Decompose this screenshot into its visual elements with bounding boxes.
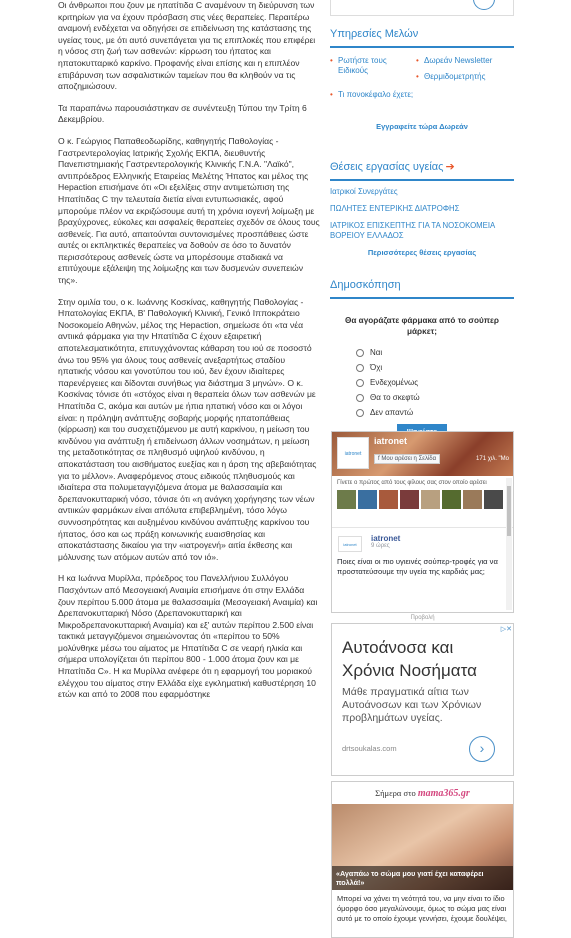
friend-avatars [337, 490, 508, 509]
radio-button[interactable] [356, 349, 364, 357]
avatar[interactable] [484, 490, 503, 509]
ad-label: Προβολή [410, 615, 435, 621]
job-item[interactable]: ΠΩΛΗΤΕΣ ΕΝΤΕΡΙΚΗΣ ΔΙΑΤΡΟΦΗΣ [330, 204, 460, 213]
radio-button[interactable] [356, 394, 364, 402]
poll-option-no[interactable]: Όχι [356, 360, 514, 375]
mama365-image[interactable] [332, 804, 513, 890]
article-paragraph: Οι άνθρωποι που ζουν με ηπατίτιδα C αναμένουν τη διεύρυνση των κριτηρίων για να έχουν πρόσβαση στις νέες θεραπείες. Περαιτέρω αναμονή ενδέχεται να οδηγήσει σε επιδείνωση της κατάστασης της υγείας τους, με ότι αυτό συνεπάγεται για τις επιπλοκές που επιφέρει η νόσος στη ζωή των ασθενών: κίρρωση του ήπατος και ηπατοκυτταρικό καρκίνο. Προφανής είναι επίσης και η επιπλέον επιβάρυνση των ασφαλιστικών ταμείων που θα κληθούν να τις αποζημιώσουν. [58, 0, 316, 92]
newsletter-link[interactable]: • Δωρεάν Newsletter [416, 56, 514, 66]
scrollbar[interactable] [506, 478, 512, 610]
ad-text[interactable]: Μάθε πραγματικά αίτια των Αυτοάνοσων και των Χρόνιων προβλημάτων υγείας. [342, 686, 482, 724]
avatar[interactable] [463, 490, 482, 509]
headache-link[interactable]: • Τι πονοκέφαλο έχετε; [330, 90, 416, 100]
next-arrow-icon[interactable] [473, 0, 495, 10]
avatar[interactable] [442, 490, 461, 509]
chevron-right-icon[interactable]: › [469, 736, 495, 762]
article-paragraph: Στην ομιλία του, ο κ. Ιωάννης Κοσκίνας, καθηγητής Παθολογίας - Ηπατολογίας ΕΚΠΑ, Β' Παθολογική Κλινική, Γενικό Ιπποκράτειο Νοσοκομείο Αθηνών, μέλος της Hepaction, σημείωσε ότι «τα νέα αντιικά φάρμακα για την Ηπατίτιδα C έχουν εξαιρετική αποτελεσματικότητα, επιτυγχάνοντας κάθαρση του ιού σε ποσοστό άνω του 95% για όλους τους ασθενείς ανεξαρτήτως σταδίου ηπατικής νόσου και γονοτύπου του ιού, δεν έχουν ιδιαίτερες παρενέργειες και δίδονται συνήθως για διάστημα 3 μηνών». Ο κ. Κοσκίνας τόνισε ότι «στόχος είναι η θεραπεία όλων των ασθενών με Ηπατίτιδα C, ακόμα και αυτών με ήπια ηπατική νόσο και οι λόγοι είναι: η πρόληψη ανάπτυξης σοβαρής μορφής ηπατοπάθειας (κίρρωση) και του συσχετιζόμενου με αυτή καρκίνου, η μείωση του κινδύνου για ανάπτυξη ή επιδείνωση άλλων νοσημάτων, η μείωση της μεταδοτικότητας σε πληθυσμό υψηλού κινδύνου, η αποκατάσταση του αισθήματος ευεξίας και η άρση της αβεβαιότητας για το μέλλον». Αναφερόμενος στους ειδικούς πληθυσμούς και ιδιαίτερα στα πολυμεταγγιζόμενα άτομα με θαλασσαιμία και δρεπανοκυτταρική νόσο, τόνισε ότι «η ανάγκη χορήγησης των νέων αντιικών φαρμάκων είναι απόλυτα επιβεβλημένη, τόσο λόγω συννοσηρότητας και αυξημένου κινδύνου ανάπτυξης καρκίνου του ήπατος, όσο και ως πράξη κοινωνικής ευαισθησίας και αποκατάστασης δικαίου για την «ιατρογενή» αιτία έκθεσης και μόλυνσης των ατόμων αυτών από τον ιό». [58, 296, 317, 562]
signup-free-link[interactable]: Εγγραφείτε τώρα Δωρεάν [376, 122, 468, 131]
calorie-counter-link[interactable]: • Θερμιδομετρητής [416, 72, 514, 82]
facebook-cover[interactable] [332, 432, 513, 476]
facebook-like-button[interactable]: f Μου αρέσει η Σελίδα [374, 454, 440, 464]
radio-button[interactable] [356, 409, 364, 417]
mama365-widget [331, 781, 514, 938]
poll-question: Θα αγοράζατε φάρμακα από το σούπερ μάρκετ; [345, 316, 499, 336]
post-time[interactable]: 9 ώρες [371, 543, 390, 549]
iatronet-logo[interactable]: iatronet [337, 437, 369, 469]
avatar[interactable] [400, 490, 419, 509]
facebook-like-count: 171 χιλ. "Μο [476, 456, 509, 462]
avatar[interactable] [337, 490, 356, 509]
job-item[interactable]: Ιατρικοί Συνεργάτες [330, 187, 398, 196]
avatar[interactable] [358, 490, 377, 509]
ad-close-icon[interactable]: ▷✕ [500, 626, 512, 633]
ask-experts-link[interactable]: • Ρωτήστε τους Ειδικούς [330, 56, 416, 76]
members-services [330, 48, 514, 148]
more-jobs-link[interactable]: Περισσότερες θέσεις εργασίας [367, 248, 477, 257]
article-paragraph: Η κα Ιωάννα Μυρίλλα, πρόεδρος του Πανελλήνιου Συλλόγου Πασχόντων από Μεσογειακή Αναιμία επισήμανε ότι στην Ελλάδα ζουν περίπου 5.000 άτομα με θαλασσαιμία (Μεσογειακή Αναιμία) και Δρεπανοκυτταρική Νόσο (Δρεπανοκυτταρική και Μικροδρεπανοκυτταρική Αναιμία) και εξ' αυτών περίπου 2.500 είναι τακτικά μεταγγιζόμενοι σημειώνοντας ότι «περίπου το 50% μολύνθηκε μέσω του αίματος με Ηπατίτιδα C σε νεαρή ηλικία και σήμερα υπολογίζεται ότι περίπου 800 - 1.000 άτομα ζουν και με Ηπατίτιδα C». Η κα Μυρίλλα ανέφερε ότι η εφαρμογή του μοριακού ελέγχου του αίματος στην Ελλάδα είχε εγκληματική καθυστέρηση 10 ετών και από το 2008 που εφαρμόστηκε [58, 573, 318, 700]
poll [330, 299, 514, 452]
jobs-title[interactable]: Θέσεις εργασίας υγείας ➔ [330, 148, 514, 181]
article-body [58, 0, 320, 711]
facebook-page-widget [331, 431, 514, 613]
post-author[interactable]: iatronet [371, 534, 401, 543]
ad-title[interactable]: Αυτοάνοσα και Χρόνια Νοσήματα [342, 638, 477, 680]
avatar[interactable] [379, 490, 398, 509]
mama365-logo[interactable]: mama365.gr [417, 788, 470, 799]
arrow-right-icon: ➔ [445, 161, 455, 173]
previous-widget [330, 0, 514, 16]
poll-option-think[interactable]: Θα το σκεφτώ [356, 390, 514, 405]
mama365-caption[interactable]: «Αγαπάω το σώμα μου γιατί έχει καταφέρει πολλά!» [332, 866, 513, 890]
article-paragraph: Ο κ. Γεώργιος Παπαθεοδωρίδης, καθηγητής Παθολογίας - Γαστρεντερολογίας Ιατρικής Σχολής ΕΚΠΑ, διευθυντής Πανεπιστημιακής Γαστρεντερολογικής Κλινικής Γ.Ν.Α. "Λαϊκό", αντιπρόεδρος Ελληνικής Εταιρείας Μελέτης Ήπατος και μέλος της Hepaction επισήμανε ότι «Οι εξελίξεις στην αντιμετώπιση της Ηπατίτιδας C την τελευταία διετία είναι εντυπωσιακές, αφού μπορούμε πλέον να εκριζώσουμε αυτή τη χρόνια ιογενή λοίμωξη με βραχύχρονες, εύκολες και ασφαλείς θεραπείες σχεδόν σε όλους τους ασθενείς. Για αυτό, απαιτούνται συντονισμένες προσπάθειες ώστε αυτές οι εκπληκτικές θεραπείες να δοθούν σε όσο το δυνατόν περισσότερους ασθενείς ώστε να μπορέσουμε σταδιακά να επιτύχουμε εξάλειψη της λοίμωξης και των δυσμενών συνεπειών της». [58, 135, 320, 286]
poll-option-maybe[interactable]: Ενδεχομένως [356, 375, 514, 390]
members-services-title: Υπηρεσίες Μελών [330, 16, 514, 48]
poll-option-yes[interactable]: Ναι [356, 345, 514, 360]
post-text: Ποιες είναι οι πιο υγιεινές σούπερ-τροφές για να προστατεύσουμε την υγεία της καρδιάς μας; [337, 557, 498, 576]
facebook-icon: f [378, 456, 380, 462]
radio-button[interactable] [356, 379, 364, 387]
jobs-list [330, 181, 514, 241]
facebook-friends: Γίνετε ο πρώτος από τους φίλους σας στον οποίο αρέσει [332, 476, 513, 528]
mama365-text: Μπορεί να χάνει τη νεότητά του, να μην είναι το ίδιο όμορφο όσο μεγαλώνουμε, όμως το σώμα μας είναι αυτό με το οποίο έχουμε γεννήσει, έχουμε δουλέψει, [337, 894, 507, 923]
facebook-page-name[interactable]: iatronet [374, 436, 408, 446]
job-item[interactable]: ΙΑΤΡΙΚΟΣ ΕΠΙΣΚΕΠΤΗΣ ΓΙΑ ΤΑ ΝΟΣΟΚΟΜΕΙΑ ΒΟΡΕΙΟΥ ΕΛΛΑΔΟΣ [330, 221, 495, 240]
sidebar [330, 0, 514, 452]
poll-title: Δημοσκόπηση [330, 267, 514, 299]
ad-box[interactable] [331, 623, 514, 776]
facebook-post [332, 528, 513, 583]
mama365-header: Σήμερα στο mama365.gr [375, 788, 470, 799]
poll-option-no-answer[interactable]: Δεν απαντώ [356, 405, 514, 420]
article-paragraph: Τα παραπάνω παρουσιάστηκαν σε συνέντευξη Τύπου την Τρίτη 6 Δεκεμβρίου. [58, 102, 307, 125]
ad-domain[interactable]: drtsoukalas.com [342, 744, 397, 753]
avatar[interactable] [421, 490, 440, 509]
radio-button[interactable] [356, 364, 364, 372]
post-avatar[interactable]: iatronet [338, 536, 362, 552]
